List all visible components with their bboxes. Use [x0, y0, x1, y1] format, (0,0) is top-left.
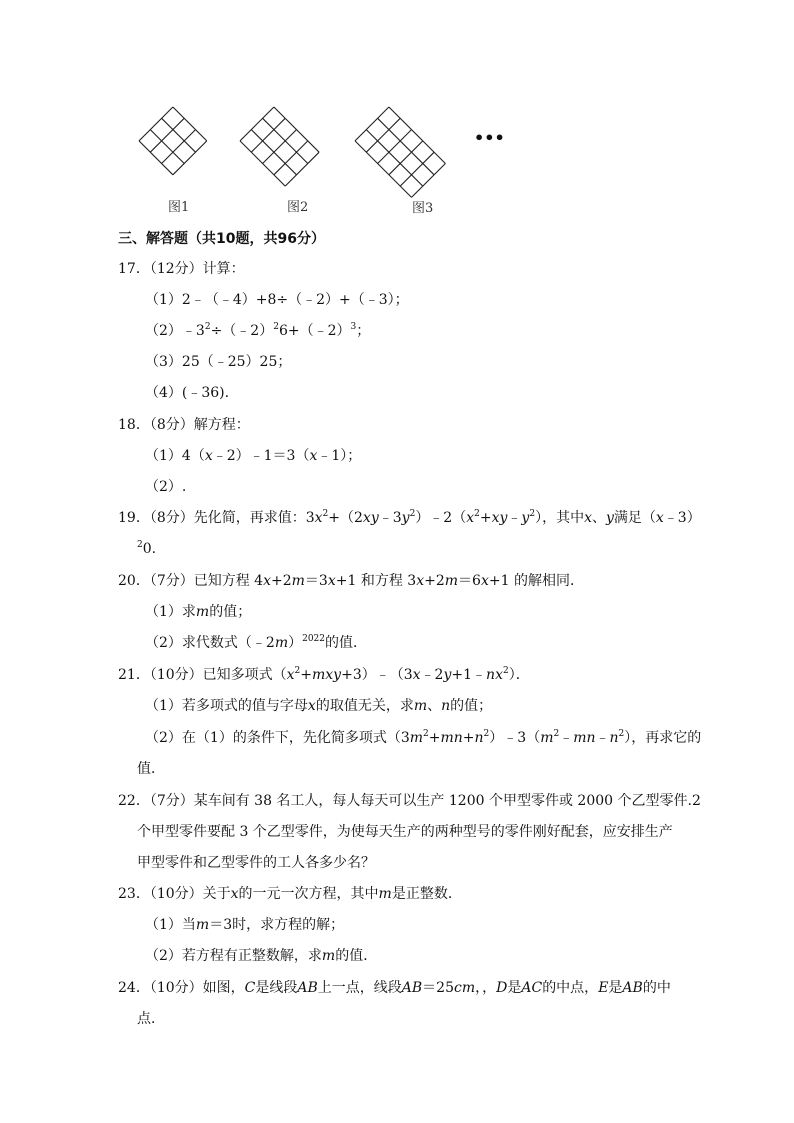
figure-2-grid — [240, 107, 319, 186]
q19-line1: 19．（8分）先化简，再求值：$3x^2+(2xy﹣3y^2)﹣2(x^2+xy﹣y^2)$，其中x、y满足（x﹣3） — [118, 509, 701, 526]
q21-part2: （2）在（1）的条件下，先化简多项式$(3m^2+mn+n^2)﹣3(m^2﹣mn﹣n^2)$，再求它的 — [145, 729, 702, 746]
q23-part2: （2）若方程有正整数解，求m的值． — [145, 948, 378, 964]
q17-part4: （4）(﹣36). — [145, 385, 230, 401]
grid-figures-svg — [0, 0, 794, 230]
q22-line1: 22．（7分）某车间有 38 名工人，每人每天可以生产 1200 个甲型零件或 2000 个乙型零件.2 — [118, 793, 701, 809]
figure-3-grid — [355, 107, 445, 197]
q22-line2: 个甲型零件要配 3 个乙型零件，为使每天生产的两种型号的零件刚好配套，应安排生产 — [137, 824, 673, 840]
q17-heading: 17．（12分）计算： — [118, 261, 245, 277]
figure-2-label: 图2 — [287, 200, 309, 215]
section-title: 三、解答题（共10题，共96分） — [118, 231, 325, 247]
q21-part1: （1）若多项式的值与字母x的取值无关，求m、n的值； — [145, 698, 493, 714]
q17-part1: （1）2﹣（﹣4）+8÷（﹣2）+（﹣3）； — [145, 292, 409, 308]
q19-line2: $^2$0. — [137, 540, 157, 557]
figure-1-label: 图1 — [168, 200, 190, 215]
q23-heading: 23．（10分）关于x的一元一次方程，其中m是正整数． — [118, 886, 462, 902]
ellipsis-mark: ••• — [474, 128, 505, 147]
q24-line1: 24．（10分）如图，C是线段AB上一点，线段AB＝25cm，，D是AC的中点，E是AB的中 — [118, 980, 671, 996]
q17-part2: $(2)﹣3^2\div(﹣2)^26+(﹣2)^3$； — [145, 322, 371, 339]
q22-line3: 甲型零件和乙型零件的工人各多少名？ — [137, 855, 375, 871]
q20-part1: （1）求m的值； — [145, 604, 252, 620]
grid-line — [366, 130, 423, 187]
figure-3-label: 图3 — [412, 201, 434, 216]
q18-part1: （1）4（x﹣2）﹣1＝3（x﹣1）； — [145, 448, 362, 464]
q21-part2-cont: 值． — [137, 761, 165, 777]
grid-line — [355, 141, 412, 198]
q21-heading: 21．（10分）已知多项式$(x^2+mxy+3)﹣(3x﹣2y+1﹣nx^2)$． — [118, 666, 530, 683]
q18-part2: （2）. — [145, 479, 187, 495]
pattern-figures — [0, 0, 794, 230]
grid-line — [389, 107, 446, 164]
figure-1-grid — [139, 107, 207, 175]
q20-part2: （2）求代数式（﹣2m）$^{2022}$的值． — [145, 634, 368, 651]
q18-heading: 18．（8分）解方程： — [118, 417, 250, 433]
q23-part1: （1）当m＝3时，求方程的解； — [145, 917, 345, 933]
q20-heading: 20．（7分）已知方程 4x+2m＝3x+1 和方程 3x+2m＝6x+1 的解相同． — [118, 573, 584, 589]
q17-part3: （3）25（﹣25）25； — [145, 354, 292, 370]
grid-line — [378, 118, 435, 175]
q24-line2: 点． — [137, 1011, 165, 1027]
